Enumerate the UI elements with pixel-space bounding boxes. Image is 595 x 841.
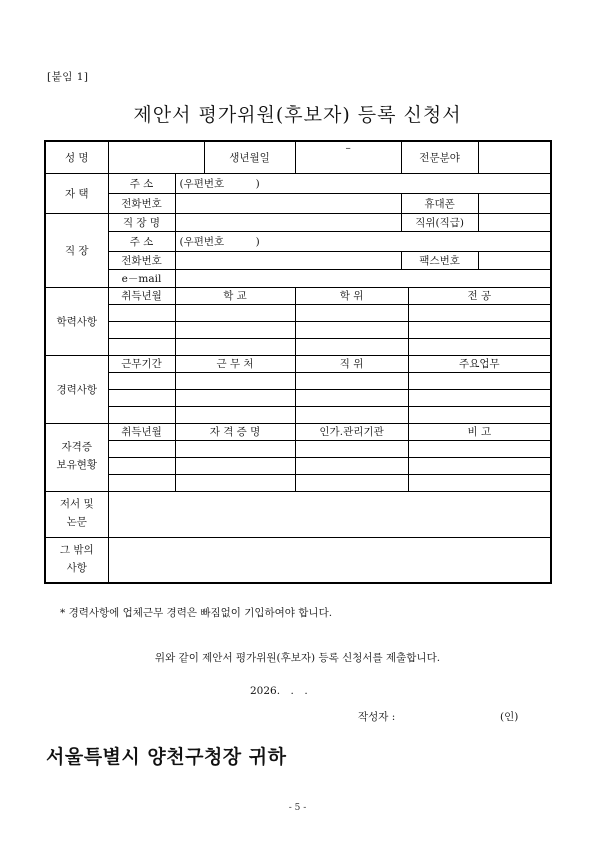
career-cell[interactable] [408,372,551,389]
certificates-label [45,423,108,491]
certificates-cell[interactable] [408,474,551,491]
mobile-label: 휴대폰 [401,193,478,213]
education-cell[interactable] [108,338,175,355]
papers-label-line2: 논문 [66,516,87,528]
fax-label: 팩스번호 [401,251,478,269]
work-zip-placeholder: (우편번호 ) [179,235,260,248]
page-number: - 5 - [288,803,307,813]
home-phone-label: 전화번호 [108,193,175,213]
education-cell[interactable] [408,321,551,338]
certificates-cell[interactable] [108,440,175,457]
registration-form-table [44,140,552,584]
certificates-cell[interactable] [295,474,408,491]
home-address-field[interactable] [175,173,551,193]
career-cell[interactable] [295,406,408,423]
fax-field[interactable] [478,251,551,269]
education-header-degree: 학 위 [295,287,408,304]
home-phone-field[interactable] [175,193,401,213]
education-cell[interactable] [295,304,408,321]
others-field[interactable] [108,537,551,583]
others-label [45,537,108,583]
career-cell[interactable] [108,389,175,406]
education-cell[interactable] [295,321,408,338]
education-cell[interactable] [175,338,295,355]
birthdate-field[interactable] [295,141,401,173]
birthdate-label: 생년월일 [204,141,295,173]
others-label-line2: 사항 [66,561,87,574]
papers-label-line1: 저서 및 [59,498,94,511]
career-cell[interactable] [108,406,175,423]
birthdate-dash: – [345,142,351,154]
certificates-cell[interactable] [175,474,295,491]
education-header-school: 학 교 [175,287,295,304]
career-cell[interactable] [175,372,295,389]
certificates-cell[interactable] [408,457,551,474]
career-label: 경력사항 [45,355,108,423]
career-cell[interactable] [108,372,175,389]
work-phone-label: 전화번호 [108,251,175,269]
education-cell[interactable] [108,304,175,321]
certificates-cell[interactable] [408,440,551,457]
certificates-header-date: 취득년월 [108,423,175,440]
career-header-position: 직 위 [295,355,408,372]
papers-field[interactable] [108,491,551,537]
education-cell[interactable] [175,304,295,321]
home-label: 자 택 [45,173,108,213]
career-header-duties: 주요업무 [408,355,551,372]
education-cell[interactable] [175,321,295,338]
career-cell[interactable] [295,389,408,406]
work-address-label: 주 소 [108,231,175,251]
certificates-label-line1: 자격증 [61,441,92,454]
certificates-cell[interactable] [175,440,295,457]
work-label: 직 장 [45,213,108,287]
certificates-cell[interactable] [108,474,175,491]
papers-label [45,491,108,537]
email-field[interactable] [175,269,551,287]
recipient-line: 서울특별시 양천구청장 귀하 [46,746,287,768]
certificates-cell[interactable] [108,457,175,474]
education-cell[interactable] [408,338,551,355]
education-cell[interactable] [295,338,408,355]
specialty-field[interactable] [478,141,551,173]
name-field[interactable] [108,141,204,173]
certificates-header-authority: 인가․관리기관 [295,423,408,440]
mobile-field[interactable] [478,193,551,213]
education-cell[interactable] [108,321,175,338]
career-cell[interactable] [408,406,551,423]
form-title: 제안서 평가위원(후보자) 등록 신청서 [133,104,462,126]
others-label-line1: 그 밖의 [59,543,94,556]
career-cell[interactable] [175,389,295,406]
career-cell[interactable] [408,389,551,406]
position-label: 직위(직급) [401,213,478,231]
career-header-workplace: 근 무 처 [175,355,295,372]
workplace-name-field[interactable] [175,213,401,231]
specialty-label: 전문분야 [401,141,478,173]
career-header-period: 근무기간 [108,355,175,372]
career-cell[interactable] [175,406,295,423]
certificates-label-line2: 보유현황 [56,459,98,471]
certificates-header-remarks: 비 고 [408,423,551,440]
name-label: 성 명 [45,141,108,173]
position-field[interactable] [478,213,551,231]
home-zip-placeholder: (우편번호 ) [179,177,260,190]
seal-label: (인) [500,711,519,723]
certificates-cell[interactable] [295,440,408,457]
education-label: 학력사항 [45,287,108,355]
certificates-cell[interactable] [295,457,408,474]
home-address-label: 주 소 [108,173,175,193]
work-phone-field[interactable] [175,251,401,269]
attachment-label: [붙임 1] [47,71,89,83]
email-label: e－mail [108,269,175,287]
submission-date: 2026. . . [250,685,308,697]
career-cell[interactable] [295,372,408,389]
writer-label: 작성자 : [358,711,396,723]
workplace-name-label: 직 장 명 [108,213,175,231]
submission-statement: 위와 같이 제안서 평가위원(후보자) 등록 신청서를 제출합니다. [154,652,441,664]
education-cell[interactable] [408,304,551,321]
career-note: * 경력사항에 업체근무 경력은 빠짐없이 기입하여야 합니다. [60,607,333,619]
education-header-major: 전 공 [408,287,551,304]
certificates-header-name: 자 격 증 명 [175,423,295,440]
work-address-field[interactable] [175,231,551,251]
certificates-cell[interactable] [175,457,295,474]
education-header-date: 취득년월 [108,287,175,304]
